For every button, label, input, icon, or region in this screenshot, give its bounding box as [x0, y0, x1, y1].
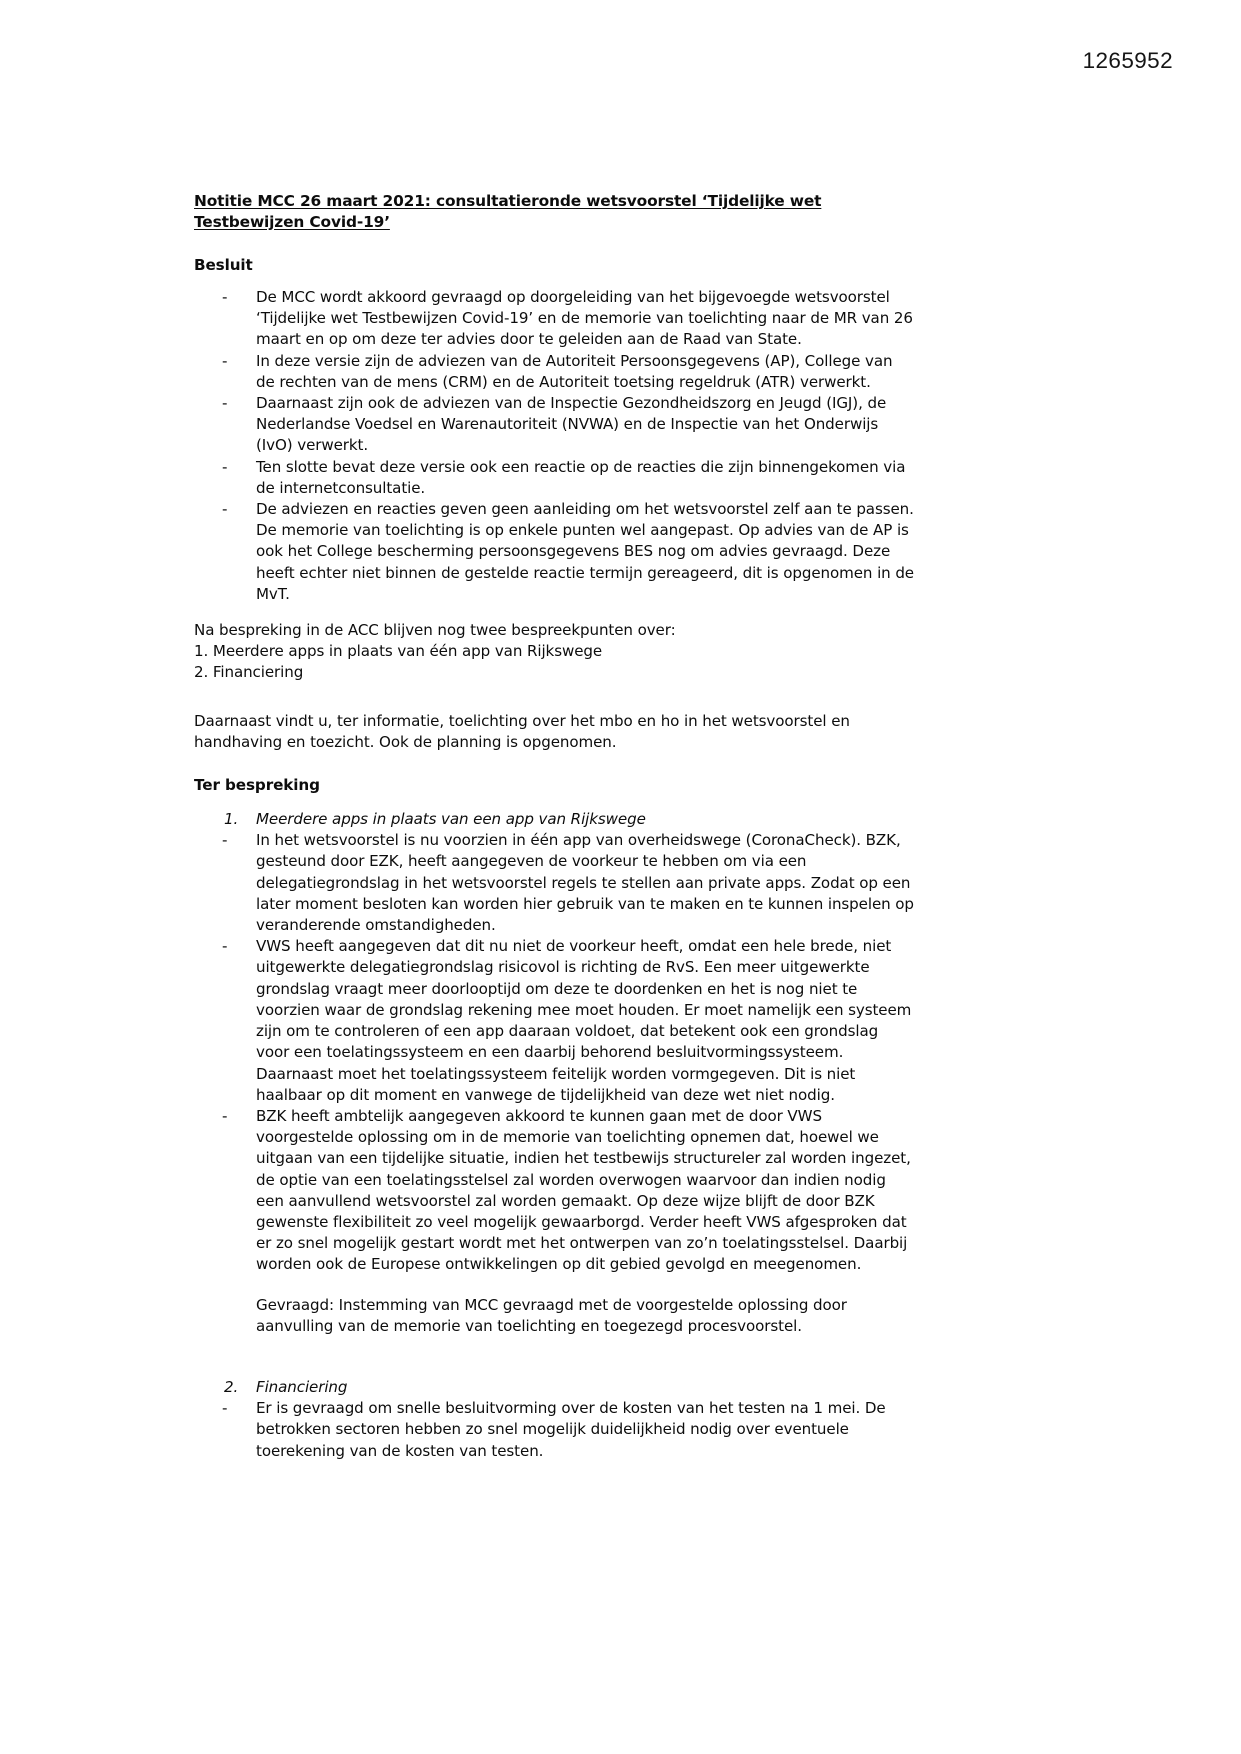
- list-item: - De MCC wordt akkoord gevraagd op doorgeleiding van het bijgevoegde wetsvoorstel ‘Tijdelijke wet Testbewijzen Covid-19’ en de memorie van toelichting naar de MR van 26 maart en op om deze ter advies door te geleiden aan de Raad van State.: [194, 287, 914, 351]
- section-spacer: [194, 1337, 914, 1367]
- list-item: - In het wetsvoorstel is nu voorzien in één app van overheidswege (CoronaCheck). BZK, gesteund door EZK, heeft aangegeven de voorkeur te hebben om via een delegatiegrondslag in het wetsvoorstel regels te stellen aan private apps. Zodat op een later moment besloten kan worden hier gebruik van te maken en te kunnen inspelen op veranderende omstandigheden.: [194, 830, 914, 936]
- list-item: - In deze versie zijn de adviezen van de Autoriteit Persoonsgegevens (AP), College van de rechten van de mens (CRM) en de Autoriteit toetsing regeldruk (ATR) verwerkt.: [194, 351, 914, 393]
- document-body: [194, 191, 914, 1462]
- acc-note-paragraph: Daarnaast vindt u, ter informatie, toelichting over het mbo en ho in het wetsvoorstel en handhaving en toezicht. Ook de planning is opgenomen.: [194, 711, 850, 751]
- list-item: - Daarnaast zijn ook de adviezen van de Inspectie Gezondheidszorg en Jeugd (IGJ), de Nederlandse Voedsel en Warenautoriteit (NVWA) en de Inspectie van het Onderwijs (IvO) verwerkt.: [194, 393, 914, 457]
- document-number: 1265952: [1082, 48, 1173, 73]
- item-1-closing-paragraph: Gevraagd: Instemming van MCC gevraagd met de voorgestelde oplossing door aanvulling van de memorie van toelichting en toegezegd procesvoorstel.: [256, 1295, 847, 1335]
- ter-bespreking-list: [194, 809, 914, 830]
- document-title: Notitie MCC 26 maart 2021: consultatieronde wetsvoorstel ‘Tijdelijke wet Testbewijzen Covid-19’: [194, 192, 822, 231]
- list-item: - De adviezen en reacties geven geen aanleiding om het wetsvoorstel zelf aan te passen. De memorie van toelichting is op enkele punten wel aangepast. Op advies van de AP is ook het College bescherming persoonsgegevens BES nog om advies gevraagd. Deze heeft echter niet binnen de gestelde reactie termijn gereageerd, dit is opgenomen in de MvT.: [194, 499, 914, 605]
- list-item: - BZK heeft ambtelijk aangegeven akkoord te kunnen gaan met de door VWS voorgestelde oplossing om in de memorie van toelichting opnemen dat, hoewel we uitgaan van een tijdelijke situatie, indien het testbewijs structureler zal worden ingezet, de optie van een toelatingsstelsel zal worden overwogen waarvoor dan indien nodig een aanvullend wetsvoorstel zal worden gemaakt. Op deze wijze blijft de door BZK gewenste flexibiliteit zo veel mogelijk gewaarborgd. Verder heeft VWS afgesproken dat er zo snel mogelijk gestart wordt met het ontwerpen van zo’n toelatingsstelsel. Daarbij worden ook de Europese ontwikkelingen op dit gebied gevolgd en meegenomen.: [194, 1106, 914, 1276]
- list-item: - Ten slotte bevat deze versie ook een reactie op de reacties die zijn binnengekomen via de internetconsultatie.: [194, 457, 914, 499]
- list-item: - VWS heeft aangegeven dat dit nu niet de voorkeur heeft, omdat een hele brede, niet uitgewerkte delegatiegrondslag risicovol is richting de RvS. Een meer uitgewerkte grondslag vraagt meer doorlooptijd om deze te doordenken en het is nog niet te voorzien waar de grondslag rekening mee moet houden. Er moet namelijk een systeem zijn om te controleren of een app daaraan voldoet, dat betekent ook een grondslag voor een toelatingssysteem en een daarbij behorend besluitvormingssysteem. Daarnaast moet het toelatingssysteem feitelijk worden vormgegeven. Dit is niet haalbaar op dit moment en vanwege de tijdelijkheid van deze wet niet nodig.: [194, 936, 914, 1106]
- acc-intro-line: Na bespreking in de ACC blijven nog twee bespreekpunten over:: [194, 621, 676, 640]
- ter-bespreking-list-2: [194, 1377, 914, 1398]
- acc-discussion-points: [194, 620, 914, 684]
- besluit-bullet-list: [194, 287, 914, 605]
- list-item: - Er is gevraagd om snelle besluitvorming over de kosten van het testen na 1 mei. De betrokken sectoren hebben zo snel mogelijk duidelijkheid nodig over eventuele toerekening van de kosten van testen.: [194, 1398, 914, 1462]
- item-2-bullet-list: [194, 1398, 914, 1462]
- acc-point-1: 1. Meerdere apps in plaats van één app van Rijkswege: [194, 642, 603, 661]
- numbered-item-title: Meerdere apps in plaats van een app van Rijkswege: [256, 810, 646, 829]
- numbered-item-title: Financiering: [256, 1377, 348, 1396]
- section-heading-besluit: Besluit: [194, 256, 253, 274]
- item-1-bullet-list: [194, 830, 914, 1275]
- acc-point-2: 2. Financiering: [194, 663, 304, 682]
- section-heading-ter-bespreking: Ter bespreking: [194, 776, 320, 795]
